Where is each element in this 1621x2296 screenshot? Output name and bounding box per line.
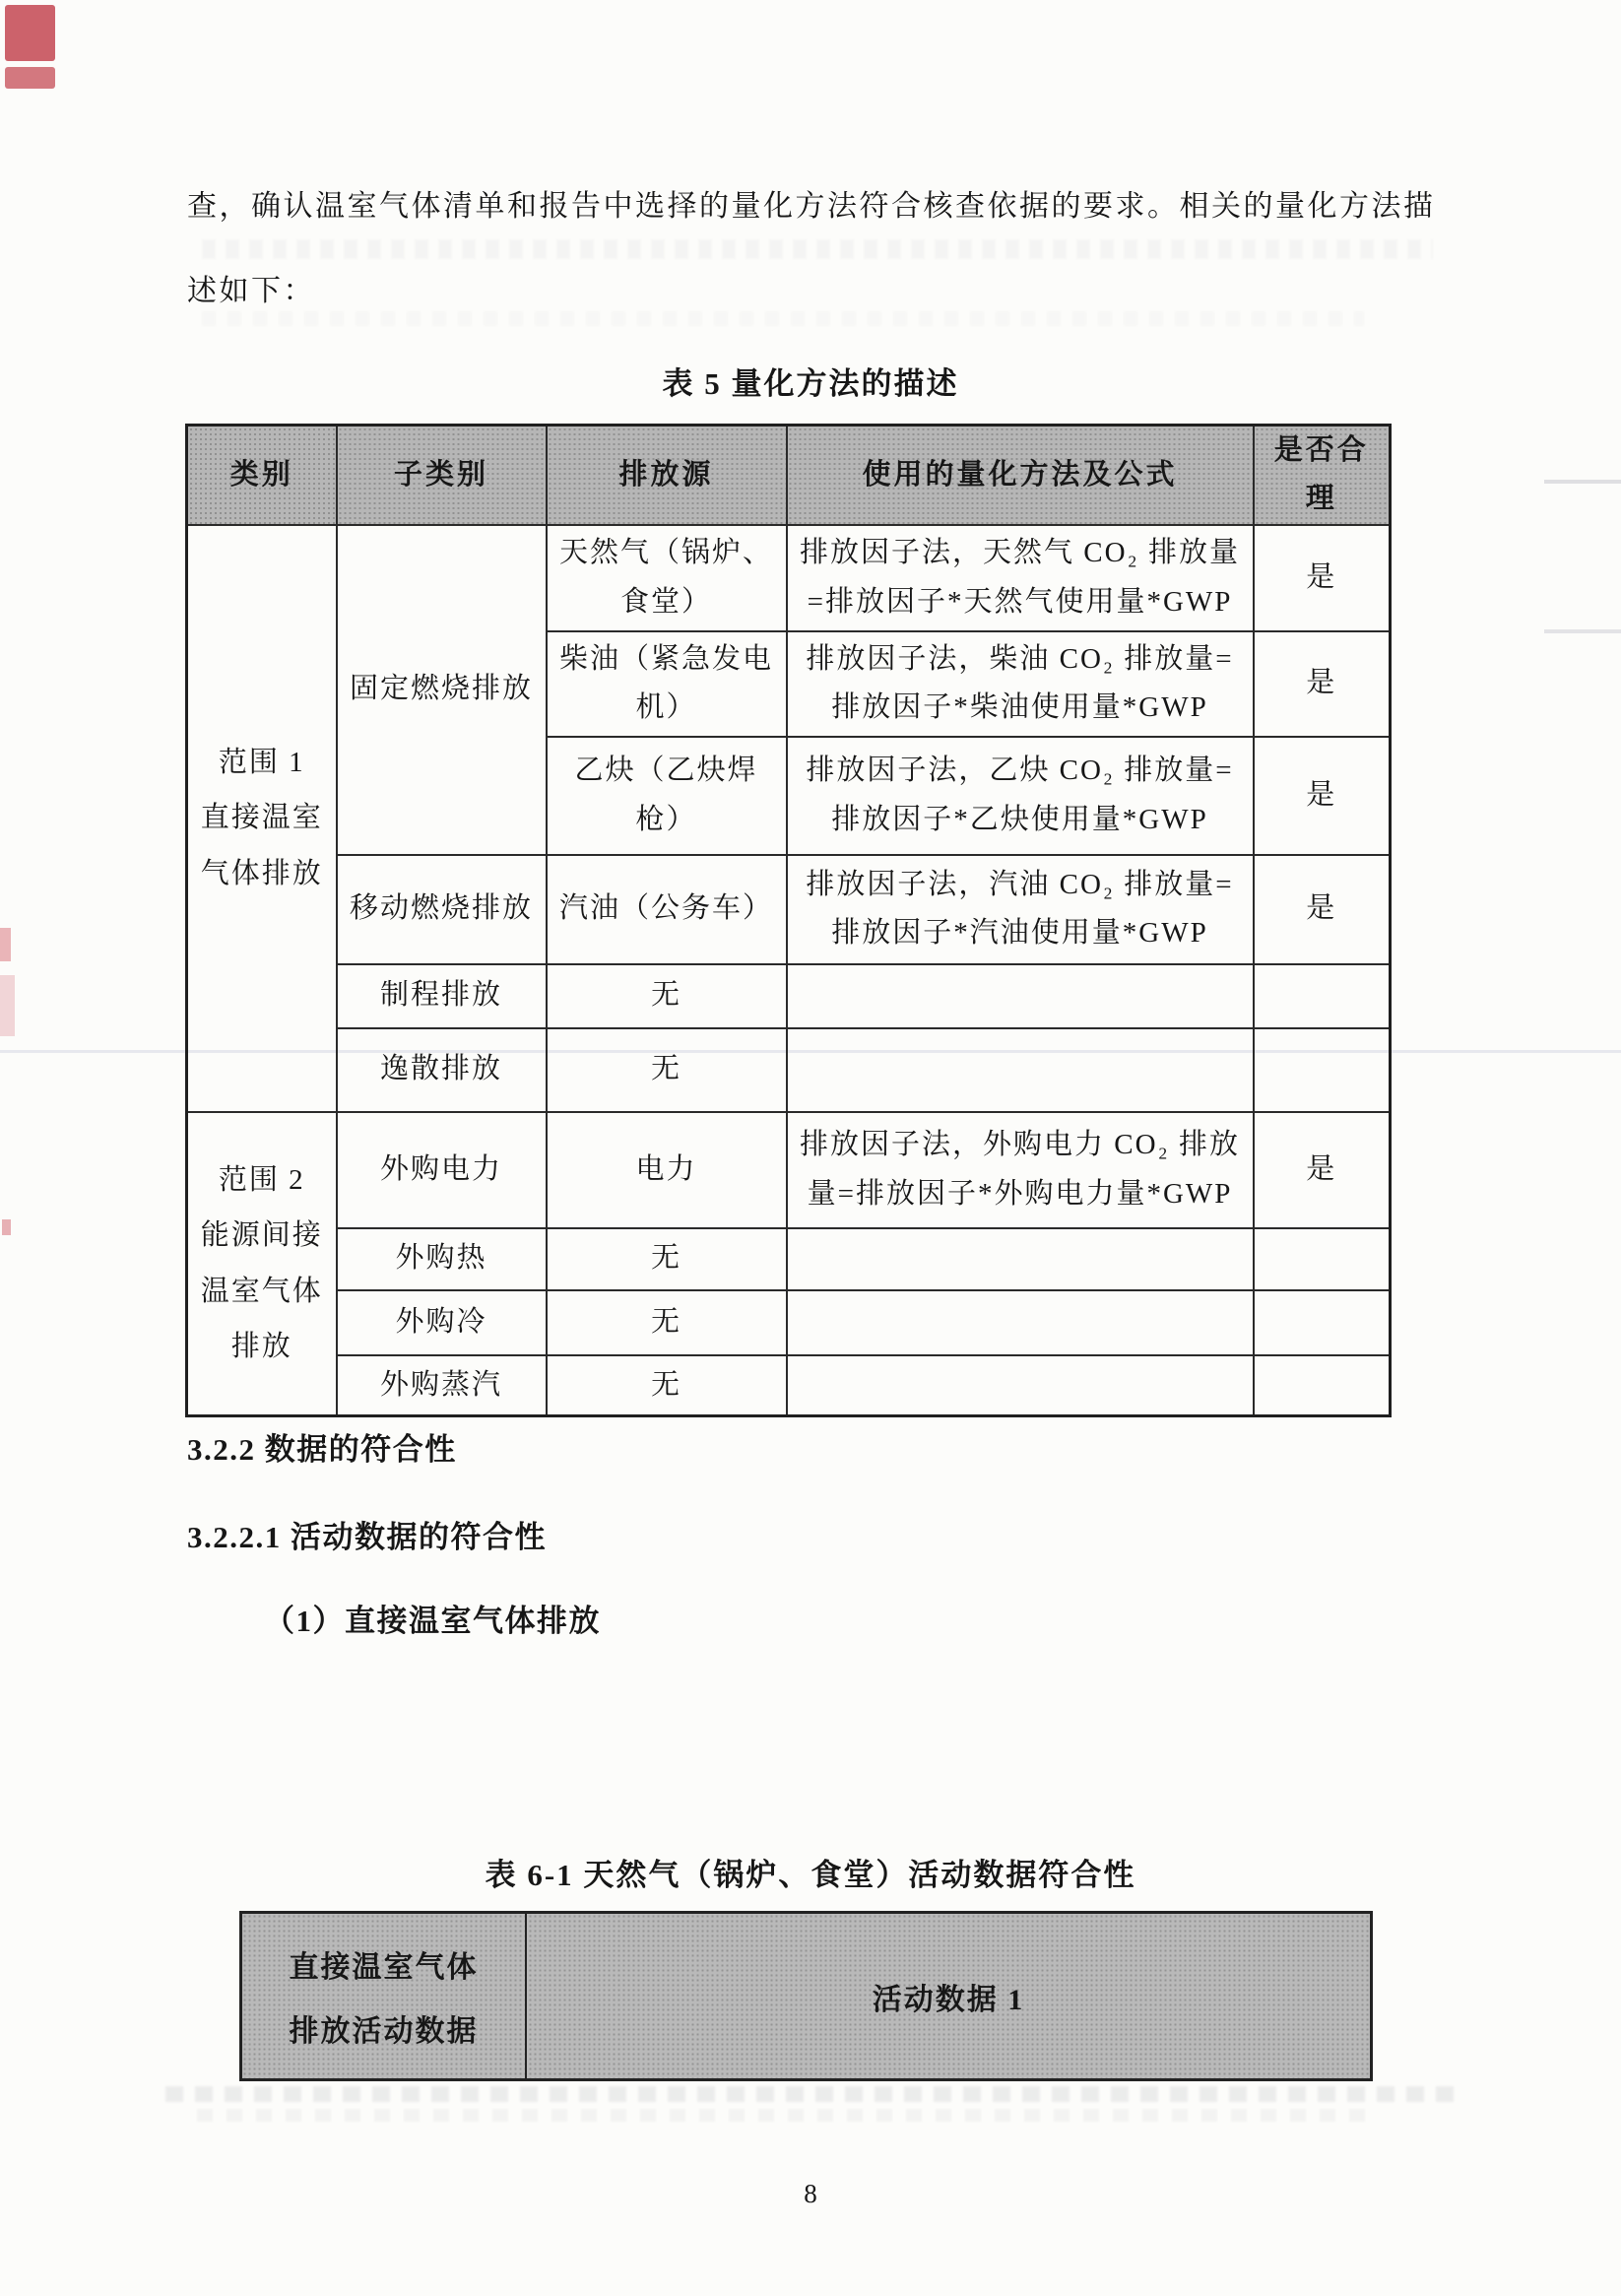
table6-left-line-2: 排放活动数据 — [289, 2015, 479, 2048]
scope1-category-cell — [187, 525, 337, 1112]
method-cell: 排放因子法，天然气 CO₂ 排放量=排放因子*天然气使用量*GWP — [787, 525, 1254, 631]
reasonable-cell — [1254, 1290, 1391, 1355]
method-cell: 排放因子法，外购电力 CO₂ 排放量=排放因子*外购电力量*GWP — [787, 1112, 1254, 1228]
quantification-methods-table — [185, 424, 1392, 1417]
paragraph-line-1: 查，确认温室气体清单和报告中选择的量化方法符合核查依据的要求。相关的量化方法描 — [187, 190, 1436, 223]
reasonable-cell — [1254, 964, 1391, 1028]
source-cell: 柴油（紧急发电机） — [547, 631, 787, 737]
left-edge-mark-1 — [0, 928, 11, 961]
table-row — [187, 1355, 1391, 1416]
subcategory-cell: 外购电力 — [337, 1112, 547, 1228]
table-row — [187, 1028, 1391, 1112]
page-number: 8 — [804, 2179, 817, 2208]
reasonable-cell — [1254, 1228, 1391, 1290]
reasonable-cell — [1254, 1355, 1391, 1416]
red-stamp-mark-bottom — [5, 67, 55, 89]
scope1-label-text: 直接温室气体排放 — [200, 802, 323, 889]
reasonable-cell: 是 — [1254, 855, 1391, 964]
left-edge-mark-3 — [2, 1219, 11, 1235]
method-cell: 排放因子法，柴油 CO₂ 排放量=排放因子*柴油使用量*GWP — [787, 631, 1254, 737]
table5-header-row — [187, 426, 1391, 525]
table6-left-header-cell — [242, 1914, 527, 2078]
scope1-label-number: 范围 1 — [218, 746, 305, 778]
table6-title: 表 6-1 天然气（锅炉、食堂）活动数据符合性 — [485, 1858, 1136, 1892]
header-reasonable: 是否合理 — [1254, 426, 1391, 525]
bleed-through-strip-3 — [165, 2086, 1465, 2102]
source-cell: 天然气（锅炉、食堂） — [547, 525, 787, 631]
bleed-through-strip-2 — [202, 311, 1364, 326]
subcategory-cell: 移动燃烧排放 — [337, 855, 547, 964]
paragraph-line-2: 述如下： — [187, 275, 315, 307]
reasonable-cell: 是 — [1254, 737, 1391, 855]
subcategory-cell: 固定燃烧排放 — [337, 525, 547, 855]
subcategory-cell: 制程排放 — [337, 964, 547, 1028]
section-heading-3-2-2: 3.2.2 数据的符合性 — [187, 1432, 457, 1467]
header-source: 排放源 — [547, 426, 787, 525]
reasonable-cell — [1254, 1028, 1391, 1112]
source-cell: 无 — [547, 1028, 787, 1112]
method-cell: 排放因子法，汽油 CO₂ 排放量=排放因子*汽油使用量*GWP — [787, 855, 1254, 964]
subcategory-cell: 外购冷 — [337, 1290, 547, 1355]
method-cell — [787, 964, 1254, 1028]
subcategory-cell: 逸散排放 — [337, 1028, 547, 1112]
header-subcategory: 子类别 — [337, 426, 547, 525]
subcategory-cell: 外购蒸汽 — [337, 1355, 547, 1416]
table-row — [187, 1112, 1391, 1228]
list-item-heading-1: （1）直接温室气体排放 — [264, 1604, 601, 1638]
reasonable-cell: 是 — [1254, 525, 1391, 631]
header-category: 类别 — [187, 426, 337, 525]
table-row — [187, 855, 1391, 964]
bleed-through-strip-4 — [197, 2109, 1379, 2122]
table-row — [187, 964, 1391, 1028]
method-cell — [787, 1355, 1254, 1416]
source-cell: 无 — [547, 1228, 787, 1290]
method-cell — [787, 1028, 1254, 1112]
table6-left-line-1: 直接温室气体 — [289, 1951, 479, 1984]
table-row — [187, 525, 1391, 631]
source-cell: 无 — [547, 1290, 787, 1355]
reasonable-cell: 是 — [1254, 631, 1391, 737]
method-cell — [787, 1290, 1254, 1355]
red-stamp-mark-top — [5, 5, 55, 61]
table-row — [187, 1290, 1391, 1355]
right-edge-dash-1 — [1544, 480, 1621, 484]
table5-title: 表 5 量化方法的描述 — [662, 366, 959, 401]
left-edge-mark-2 — [0, 975, 15, 1036]
activity-data-table — [239, 1911, 1373, 2081]
subcategory-cell: 外购热 — [337, 1228, 547, 1290]
header-method: 使用的量化方法及公式 — [787, 426, 1254, 525]
source-cell: 无 — [547, 964, 787, 1028]
method-cell — [787, 1228, 1254, 1290]
source-cell: 汽油（公务车） — [547, 855, 787, 964]
scope2-label-text: 能源间接温室气体排放 — [200, 1219, 323, 1363]
table6-right-header-cell: 活动数据 1 — [872, 1983, 1025, 2016]
bleed-through-strip-1 — [202, 239, 1433, 259]
source-cell: 无 — [547, 1355, 787, 1416]
method-cell: 排放因子法，乙炔 CO₂ 排放量=排放因子*乙炔使用量*GWP — [787, 737, 1254, 855]
reasonable-cell: 是 — [1254, 1112, 1391, 1228]
source-cell: 乙炔（乙炔焊枪） — [547, 737, 787, 855]
scope2-label-number: 范围 2 — [218, 1163, 305, 1196]
right-edge-dash-2 — [1544, 629, 1621, 633]
section-heading-3-2-2-1: 3.2.2.1 活动数据的符合性 — [187, 1520, 547, 1554]
source-cell: 电力 — [547, 1112, 787, 1228]
table-row — [187, 1228, 1391, 1290]
scope2-category-cell — [187, 1112, 337, 1416]
